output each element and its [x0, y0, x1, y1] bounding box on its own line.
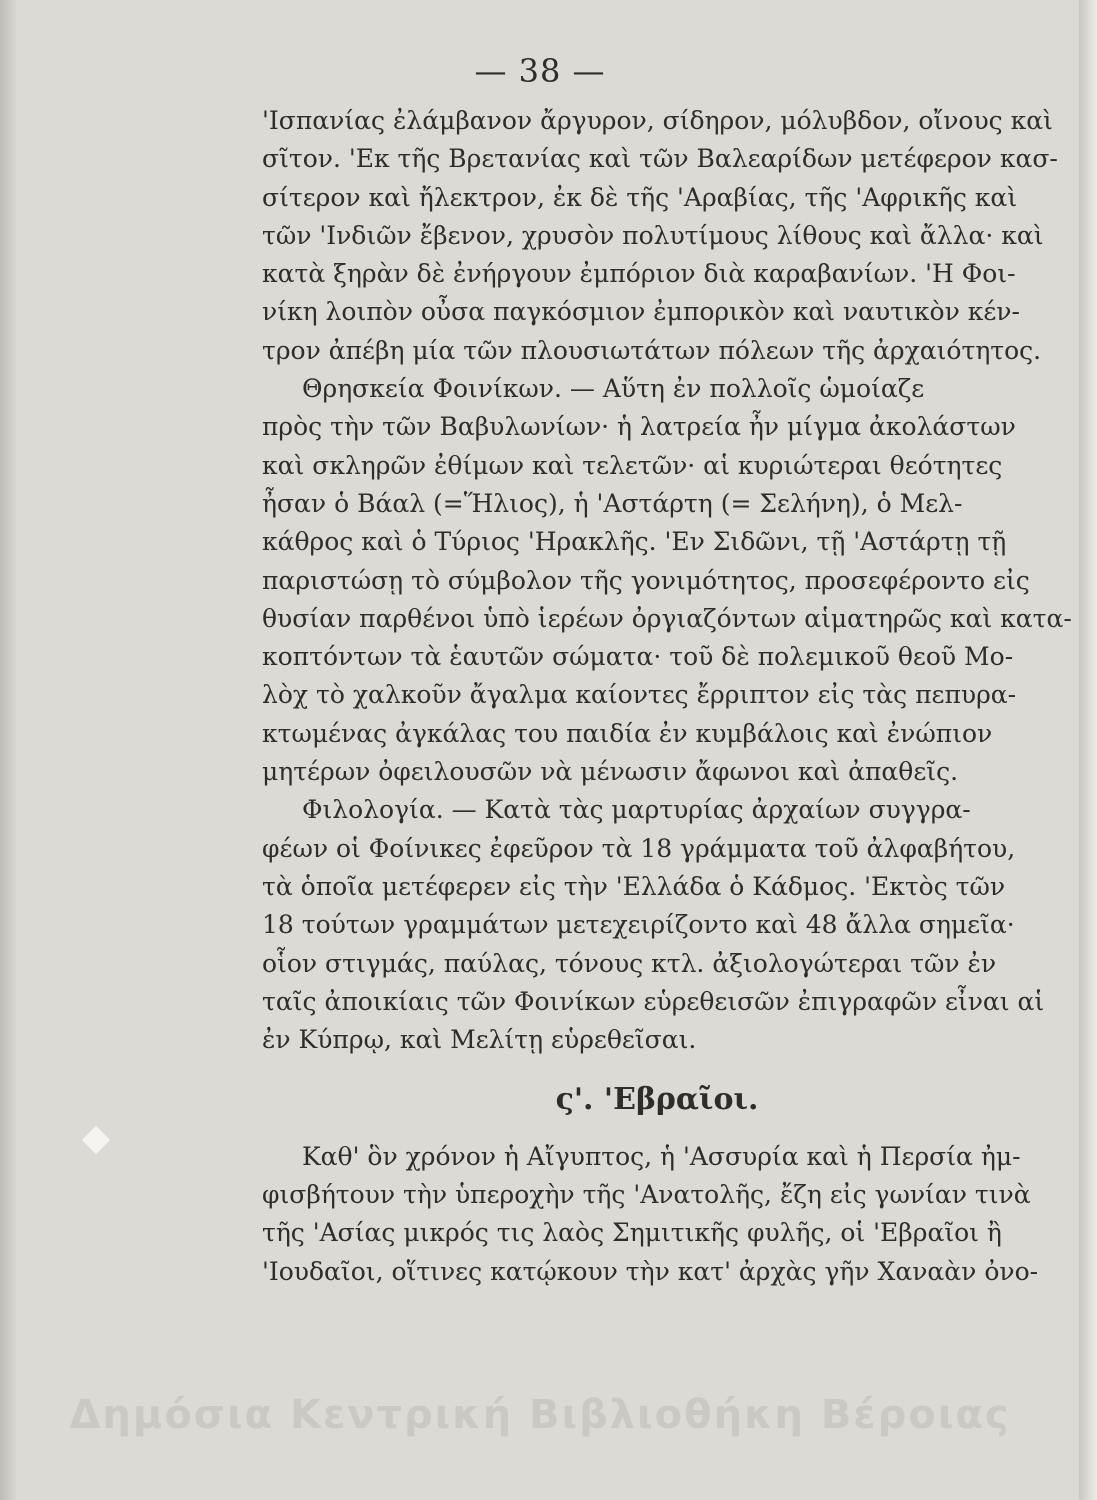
text-line: φισβήτουν τὴν ὑπεροχὴν τῆς 'Ανατολῆς, ἔζη εἰς γωνίαν τινὰ: [262, 1180, 1031, 1210]
text-line: νίκη λοιπὸν οὖσα παγκόσμιον ἐμπορικὸν καὶ ναυτικὸν κέν-: [262, 297, 1020, 327]
text-line: Καθ' ὃν χρόνον ἡ Αἴγυπτος, ἡ 'Ασσυρία καὶ ἡ Περσία ἠμ-: [302, 1141, 1021, 1171]
paragraph-3: [262, 791, 1092, 1059]
text-line: κοπτόντων τὰ ἑαυτῶν σώματα· τοῦ δὲ πολεμικοῦ θεοῦ Μο-: [262, 642, 1014, 672]
paragraph-2: [262, 370, 1092, 791]
text-line: 'Ισπανίας ἐλάμβανον ἄργυρον, σίδηρον, μόλυβδον, οἴνους καὶ: [262, 106, 1053, 135]
text-line: τῆς 'Ασίας μικρός τις λαὸς Σημιτικῆς φυλῆς, οἱ 'Εβραῖοι ἢ: [262, 1218, 1002, 1248]
paragraph-1: [262, 102, 1092, 370]
library-watermark: Δημόσια Κεντρική Βιβλιοθήκη Βέροιας: [69, 1392, 1011, 1438]
text-line: κατὰ ξηρὰν δὲ ἐνήργουν ἐμπόριον διὰ καραβανίων. 'Η Φοι-: [262, 259, 1016, 289]
text-line: οἷον στιγμάς, παύλας, τόνους κτλ. ἀξιολογώτεραι τῶν ἐν: [262, 948, 997, 978]
text-line: φέων οἱ Φοίνικες ἐφεῦρον τὰ 18 γράμματα τοῦ ἀλφαβήτου,: [262, 833, 1016, 863]
text-line: σίτερον καὶ ἤλεκτρον, ἐκ δὲ τῆς 'Αραβίας, τῆς 'Αφρικῆς καὶ: [262, 182, 1018, 212]
text-line: θυσίαν παρθένοι ὑπὸ ἱερέων ὀργιαζόντων αἱματηρῶς καὶ κατα-: [262, 603, 1072, 633]
text-line: Θρησκεία Φοινίκων. — Αὕτη ἐν πολλοῖς ὡμοίαζε: [302, 374, 925, 404]
text-line: τῶν 'Ινδιῶν ἔβενον, χρυσὸν πολυτίμους λίθους καὶ ἄλλα· καὶ: [262, 220, 1044, 250]
text-line: ἦσαν ὁ Βάαλ (=Ἥλιος), ἡ 'Αστάρτη (= Σελήνη), ὁ Μελ-: [262, 488, 963, 518]
text-line: Φιλολογία. — Κατὰ τὰς μαρτυρίας ἀρχαίων συγγρα-: [302, 795, 971, 825]
text-line: ταῖς ἀποικίαις τῶν Φοινίκων εὑρεθεισῶν ἐπιγραφῶν εἶναι αἱ: [262, 986, 1045, 1016]
text-line: τρον ἀπέβη μία τῶν πλουσιωτάτων πόλεων τῆς ἀρχαιότητος.: [262, 335, 1042, 365]
text-line: 'Ιουδαῖοι, οἵτινες κατῴκουν τὴν κατ' ἀρχὰς γῆν Χαναὰν ὀνο-: [262, 1256, 1039, 1286]
text-line: λὸχ τὸ χαλκοῦν ἄγαλμα καίοντες ἔρριπτον εἰς τὰς πεπυρα-: [262, 680, 1017, 710]
page-number: — 38 —: [474, 52, 606, 90]
text-line: παριστώσῃ τὸ σύμβολον τῆς γονιμότητος, προσεφέροντο εἰς: [262, 565, 1030, 595]
paragraph-4: [262, 1138, 1092, 1291]
text-line: ἐν Κύπρῳ, καὶ Μελίτῃ εὑρεθεῖσαι.: [262, 1025, 697, 1055]
page-shadow-left: [0, 0, 16, 1500]
text-line: πρὸς τὴν τῶν Βαβυλωνίων· ἡ λατρεία ἦν μίγμα ἀκολάστων: [262, 412, 1016, 442]
body-text: [262, 102, 1092, 1291]
text-line: κτωμένας ἀγκάλας του παιδία ἐν κυμβάλοις καὶ ἐνώπιον: [262, 718, 993, 748]
text-line: 18 τούτων γραμμάτων μετεχειρίζοντο καὶ 48 ἄλλα σημεῖα·: [262, 910, 1015, 940]
text-line: σῖτον. 'Εκ τῆς Βρετανίας καὶ τῶν Βαλεαρίδων μετέφερον κασ-: [262, 144, 1058, 174]
text-line: μητέρων ὀφειλουσῶν νὰ μένωσιν ἄφωνοι καὶ ἀπαθεῖς.: [262, 757, 959, 787]
text-line: κάθρος καὶ ὁ Τύριος 'Ηρακλῆς. 'Εν Σιδῶνι, τῇ 'Αστάρτῃ τῇ: [262, 527, 1007, 557]
section-heading: ς'. 'Εβραῖοι.: [555, 1082, 759, 1118]
text-line: καὶ σκληρῶν ἐθίμων καὶ τελετῶν· αἱ κυριώτεραι θεότητες: [262, 450, 1003, 480]
text-line: τὰ ὁποῖα μετέφερεν εἰς τὴν 'Ελλάδα ὁ Κάδμος. 'Εκτὸς τῶν: [262, 871, 1006, 901]
